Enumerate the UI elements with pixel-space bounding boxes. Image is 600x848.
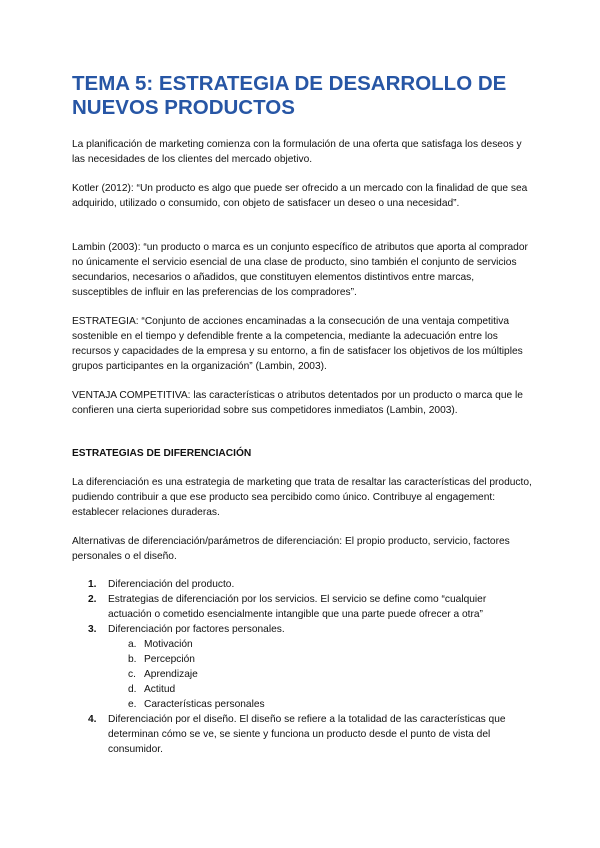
- list-item: [88, 712, 528, 757]
- sub-list-text: Percepción: [144, 654, 195, 665]
- sub-list-item: [108, 697, 528, 712]
- sub-list-letter: c.: [128, 669, 136, 680]
- paragraph-kotler: Kotler (2012): “Un producto es algo que puede ser ofrecido a un mercado con la finalidad de que sea adquirido, utilizado o consumido, con objeto de satisfacer un deseo o una necesidad”.: [72, 183, 528, 209]
- page-title: TEMA 5: ESTRATEGIA DE DESARROLLO DE NUEVOS PRODUCTOS: [72, 72, 507, 119]
- list-text: Diferenciación del producto.: [108, 579, 235, 590]
- sub-list-letter: e.: [128, 699, 137, 710]
- sub-list-letter: b.: [128, 654, 137, 665]
- list-number: 3.: [88, 624, 97, 635]
- sub-list-item: [108, 682, 528, 697]
- list-text: Diferenciación por factores personales.: [108, 624, 285, 635]
- paragraph-diferenciacion: La diferenciación es una estrategia de marketing que trata de resaltar las características del producto, pudiendo contribuir a que ese producto sea percibido como único. Contribuye al engagement: establecer relaciones duraderas.: [72, 477, 532, 518]
- paragraph-estrategia: ESTRATEGIA: “Conjunto de acciones encaminadas a la consecución de una ventaja competitiva sostenible en el tiempo y defendible frente a la competencia, mediante la adecuación entre los recursos y capacidades de la empresa y su entorno, a fin de satisfacer los objetivos de los múltiples grupos participantes en la organización” (Lambin, 2003).: [72, 316, 523, 372]
- sub-list: [108, 637, 528, 712]
- list-item: [88, 592, 528, 622]
- list-number: 4.: [88, 714, 97, 725]
- list-item: [88, 577, 528, 592]
- list-text: Diferenciación por el diseño. El diseño se refiere a la totalidad de las características que determinan cómo se ve, se siente y funciona un producto desde el punto de vista del consumidor.: [108, 714, 506, 755]
- list-text: Estrategias de diferenciación por los servicios. El servicio se define como “cualquier actuación o cometido esencialmente intangible que una parte puede ofrecer a otra”: [108, 594, 487, 620]
- sub-list-text: Actitud: [144, 684, 176, 695]
- list-number: 1.: [88, 579, 97, 590]
- sub-list-item: [108, 667, 528, 682]
- sub-list-item: [108, 652, 528, 667]
- list-number: 2.: [88, 594, 97, 605]
- list-item: [88, 622, 528, 712]
- sub-list-letter: a.: [128, 639, 137, 650]
- sub-list-letter: d.: [128, 684, 137, 695]
- paragraph-ventaja: VENTAJA COMPETITIVA: las características o atributos detentados por un producto o marca que le confieren una cierta superioridad sobre sus competidores inmediatos (Lambin, 2003).: [72, 390, 523, 416]
- paragraph-lambin: Lambin (2003): “un producto o marca es un conjunto específico de atributos que aporta al comprador no únicamente el servicio esencial de una clase de producto, sino también el conjunto de servicios secundarios, necesarios o añadidos, que constituyen elementos distintivos entre marcas, susceptibles de influir en las preferencias de los compradores”.: [72, 242, 528, 298]
- paragraph-alternativas: Alternativas de diferenciación/parámetros de diferenciación: El propio producto, servicio, factores personales o el diseño.: [72, 536, 510, 562]
- paragraph-intro: La planificación de marketing comienza con la formulación de una oferta que satisfaga los deseos y las necesidades de los clientes del mercado objetivo.: [72, 139, 522, 165]
- sub-list-text: Características personales: [144, 699, 265, 710]
- sub-list-text: Aprendizaje: [144, 669, 198, 680]
- sub-list-text: Motivación: [144, 639, 193, 650]
- numbered-list: [88, 577, 528, 757]
- section-heading: ESTRATEGIAS DE DIFERENCIACIÓN: [72, 448, 252, 459]
- sub-list-item: [108, 637, 528, 652]
